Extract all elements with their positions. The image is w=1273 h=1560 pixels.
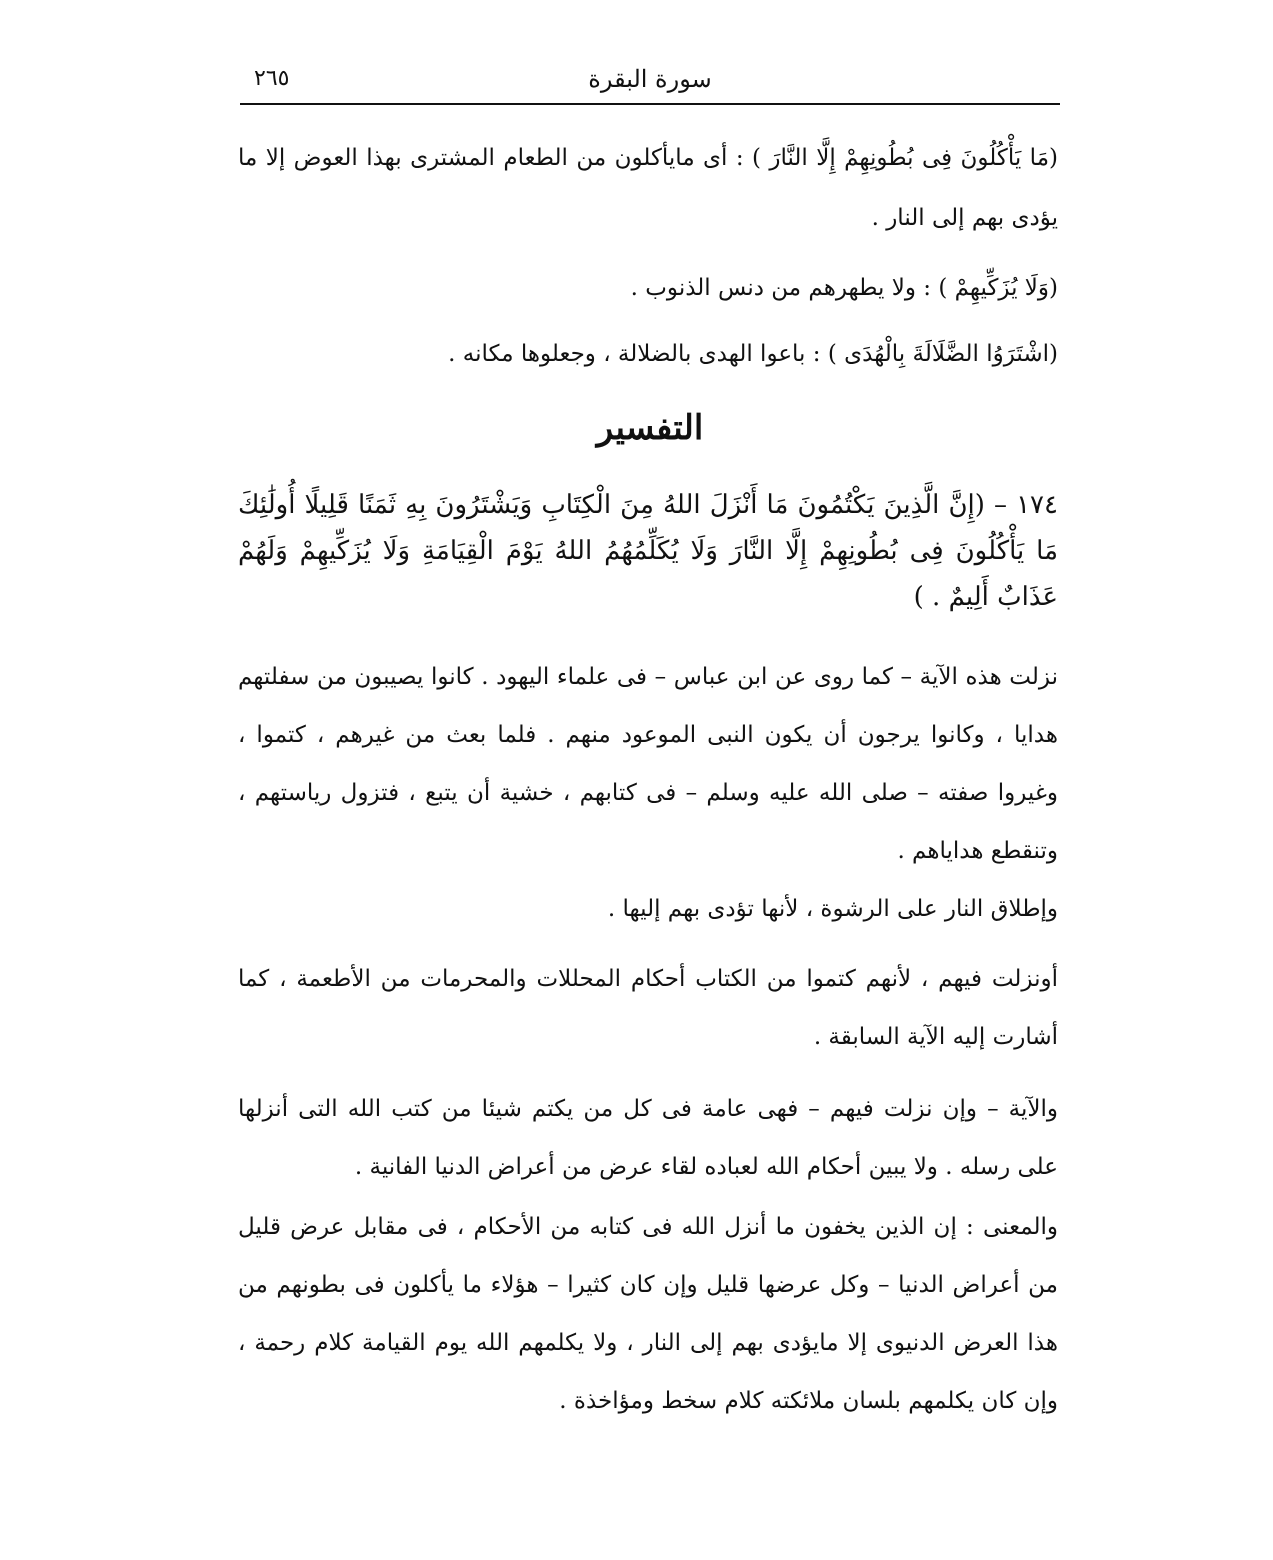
paragraph-1: نزلت هذه الآية – كما روى عن ابن عباس – فى علماء اليهود . كانوا يصيبون من سفلتهم هدايا ، وكانوا يرجون أن يكون النبى الموعود منهم . فلما بعث من غيرهم ، كتموا ، وغيروا صفته – صلى الله عليه وسلم – فى كتابهم ، خشية أن يتبع ، فتزول رياستهم ، وتنقطع هداياهم . bbox=[238, 664, 1058, 864]
running-title: سورة البقرة bbox=[588, 65, 712, 93]
glossary-entry-3: (اشْتَرَوُا الضَّلَالَةَ بِالْهُدَى ) : باعوا الهدى بالضلالة ، وجعلوها مكانه . bbox=[448, 341, 1058, 367]
paragraph-5: والمعنى : إن الذين يخفون ما أنزل الله فى كتابه من الأحكام ، فى مقابل عرض قليل من أعراض الدنيا – وكل عرضها قليل وإن كان كثيرا – هؤلاء ما يأكلون فى بطونهم من هذا العرض الدنيوى إلا مايؤدى بهم إلى النار ، ولا يكلمهم الله يوم القيامة كلام رحمة ، وإن كان يكلمهم بلسان ملائكته كلام سخط ومؤاخذة . bbox=[238, 1214, 1058, 1414]
page-number: ٢٦٥ bbox=[254, 66, 290, 91]
header-rule bbox=[240, 103, 1060, 105]
paragraph-2: وإطلاق النار على الرشوة ، لأنها تؤدى بهم إليها . bbox=[607, 896, 1058, 922]
glossary-entry-1: (مَا يَأْكُلُونَ فِى بُطُونِهِمْ إِلَّا النَّارَ ) : أى مايأكلون من الطعام المشترى بهذا العوض إلا ما يؤدى بهم إلى النار . bbox=[238, 145, 1058, 231]
page-header bbox=[240, 62, 1060, 100]
glossary-entry-2: (وَلَا يُزَكِّيهِمْ ) : ولا يطهرهم من دنس الذنوب . bbox=[630, 275, 1058, 301]
section-heading: التفسير bbox=[596, 408, 704, 448]
verse-174: ١٧٤ – (إِنَّ الَّذِينَ يَكْتُمُونَ مَا أَنْزَلَ اللهُ مِنَ الْكِتَابِ وَيَشْتَرُونَ بِهِ ثَمَنًا قَلِيلًا أُولَٰئِكَ مَا يَأْكُلُونَ فِى بُطُونِهِمْ إِلَّا النَّارَ وَلَا يُكَلِّمُهُمُ اللهُ يَوْمَ الْقِيَامَةِ وَلَا يُزَكِّيهِمْ وَلَهُمْ عَذَابٌ أَلِيمٌ . ) bbox=[238, 490, 1058, 612]
paragraph-3: أونزلت فيهم ، لأنهم كتموا من الكتاب أحكام المحللات والمحرمات من الأطعمة ، كما أشارت إليه الآية السابقة . bbox=[238, 966, 1058, 1050]
paragraph-4: والآية – وإن نزلت فيهم – فهى عامة فى كل من يكتم شيئا من كتب الله التى أنزلها على رسله . ولا يبين أحكام الله لعباده لقاء عرض من أعراض الدنيا الفانية . bbox=[238, 1096, 1058, 1180]
